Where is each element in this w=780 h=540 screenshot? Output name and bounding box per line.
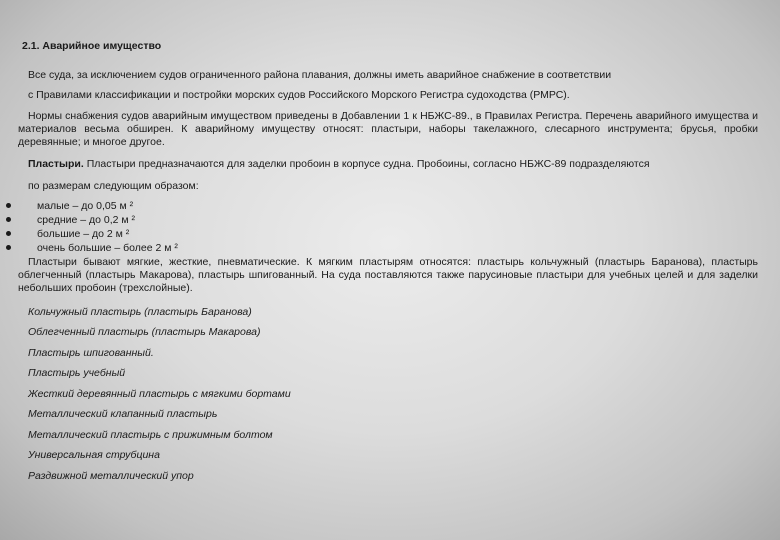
paragraph-1-line-1: Все суда, за исключением судов ограниченного района плавания, должны иметь аварийное снабжение в соответствии: [28, 69, 612, 81]
section-heading: 2.1. Аварийное имущество: [22, 40, 162, 52]
plasters-intro-text: Пластыри предназначаются для заделки пробоин в корпусе судна. Пробоины, согласно НБЖС-89 подразделяются: [83, 158, 650, 170]
bullet-dot-icon: [6, 203, 11, 208]
list-item: Жесткий деревянный пластырь с мягкими бортами: [28, 388, 291, 400]
plasters-bold-label: Пластыри.: [28, 158, 84, 170]
list-item: Кольчужный пластырь (пластырь Баранова): [28, 306, 252, 318]
bullet-dot-icon: [6, 231, 11, 236]
list-item: Облегченный пластырь (пластырь Макарова): [28, 326, 261, 338]
bullet-item: средние – до 0,2 м ²: [6, 214, 135, 227]
list-item: Пластырь учебный: [28, 367, 126, 379]
list-item: Металлический пластырь с прижимным болтом: [28, 429, 273, 441]
bullet-item: малые – до 0,05 м ²: [6, 200, 133, 213]
paragraph-3-line-2: по размерам следующим образом:: [28, 180, 199, 192]
bullet-dot-icon: [6, 245, 11, 250]
paragraph-1-line-2: с Правилами классификации и постройки морских судов Российского Морского Регистра судоходства (РМРС).: [28, 89, 570, 101]
paragraph-4: Пластыри бывают мягкие, жесткие, пневматические. К мягким пластырям относятся: пластырь кольчужный (пластырь Баранова), пластырь облегченный (пластырь Макарова), пластырь шпигованный. На суда поставляются также парусиновые пластыри для учебных целей и для заделки небольших пробоин (трехслойные).: [18, 256, 758, 294]
paragraph-3-line-1: [28, 158, 650, 171]
list-item: Пластырь шпигованный.: [28, 347, 154, 359]
bullet-dot-icon: [6, 217, 11, 222]
list-item: Раздвижной металлический упор: [28, 470, 194, 482]
paragraph-2: Нормы снабжения судов аварийным имуществом приведены в Добавлении 1 к НБЖС-89., в Правилах Регистра. Перечень аварийного имущества и материалов весьма обширен. К аварийному имуществу относят: пластыри, наборы такелажного, слесарного инструмента; брусья, пробки деревянные; и многое другое.: [18, 110, 758, 148]
bullet-item: большие – до 2 м ²: [6, 228, 129, 241]
list-item: Металлический клапанный пластырь: [28, 408, 218, 420]
list-item: Универсальная струбцина: [28, 449, 160, 461]
bullet-item: очень большие – более 2 м ²: [6, 242, 178, 255]
